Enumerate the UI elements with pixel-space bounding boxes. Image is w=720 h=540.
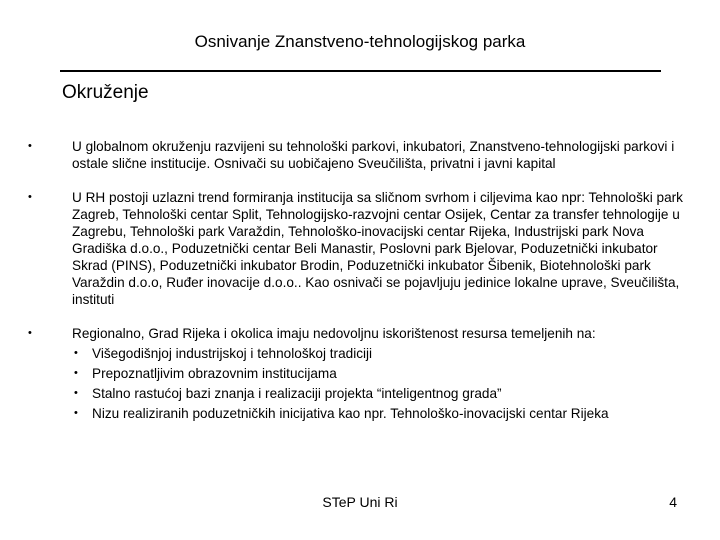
sub-bullet-item (72, 345, 688, 362)
bullet-icon: • (28, 140, 32, 152)
sub-bullet-text: Višegodišnjoj industrijskoj i tehnološkoj tradiciji (92, 346, 373, 361)
bullet-text: U RH postoji uzlazni trend formiranja institucija sa sličnom svrhom i ciljevima kao npr: Tehnološki park Zagreb, Tehnološki centar Split, Tehnologijsko-razvojni centar Osijek, Centar za transfer tehnologije u Zagrebu, Tehnološki park Varaždin, Tehnološko-inovacijski centar Rijeka, Industrijski park Nova Gradiška d.o.o., Poduzetnički centar Beli Manastir, Poslovni park Bjelovar, Poduzetnički inkubator Skrad (PINS), Poduzetnički inkubator Brodin, Poduzetnički inkubator Šibenik, Biotehnološki park Varaždin d.o.o, Ruđer inovacije d.o.o.. Kao osnivači se pojavljuju jedinice lokalne uprave, Sveučilišta, instituti (72, 190, 683, 307)
bullet-icon: • (74, 387, 78, 399)
bullet-icon: • (74, 367, 78, 379)
bullet-item-regional (28, 325, 688, 422)
section-heading: Okruženje (62, 82, 149, 103)
bullet-text: Regionalno, Grad Rijeka i okolica imaju nedovoljnu iskorištenost resursa temeljenih na: (72, 326, 596, 341)
sub-bullet-list (72, 345, 688, 422)
sub-bullet-item (72, 405, 688, 422)
sub-bullet-item (72, 385, 688, 402)
sub-bullet-item (72, 365, 688, 382)
bullet-icon: • (74, 407, 78, 419)
sub-bullet-text: Prepoznatljivim obrazovnim institucijama (92, 366, 337, 381)
bullet-icon: • (74, 347, 78, 359)
bullet-list (28, 138, 688, 439)
title-divider (60, 70, 661, 72)
bullet-icon: • (28, 191, 32, 203)
bullet-item-global (28, 138, 688, 172)
slide-title: Osnivanje Znanstveno-tehnologijskog parka (194, 32, 526, 51)
bullet-text: U globalnom okruženju razvijeni su tehnološki parkovi, inkubatori, Znanstveno-tehnologijski parkovi i ostale slične institucije. Osnivači su uobičajeno Sveučilišta, privatni i javni kapital (72, 139, 675, 171)
footer-label: STeP Uni Ri (322, 494, 398, 510)
bullet-icon: • (28, 327, 32, 339)
page-number: 4 (669, 494, 677, 510)
sub-bullet-text: Nizu realiziranih poduzetničkih inicijativa kao npr. Tehnološko-inovacijski centar Rijeka (92, 406, 609, 421)
sub-bullet-text: Stalno rastućoj bazi znanja i realizaciji projekta “inteligentnog grada” (92, 386, 502, 401)
bullet-item-croatia (28, 189, 688, 308)
